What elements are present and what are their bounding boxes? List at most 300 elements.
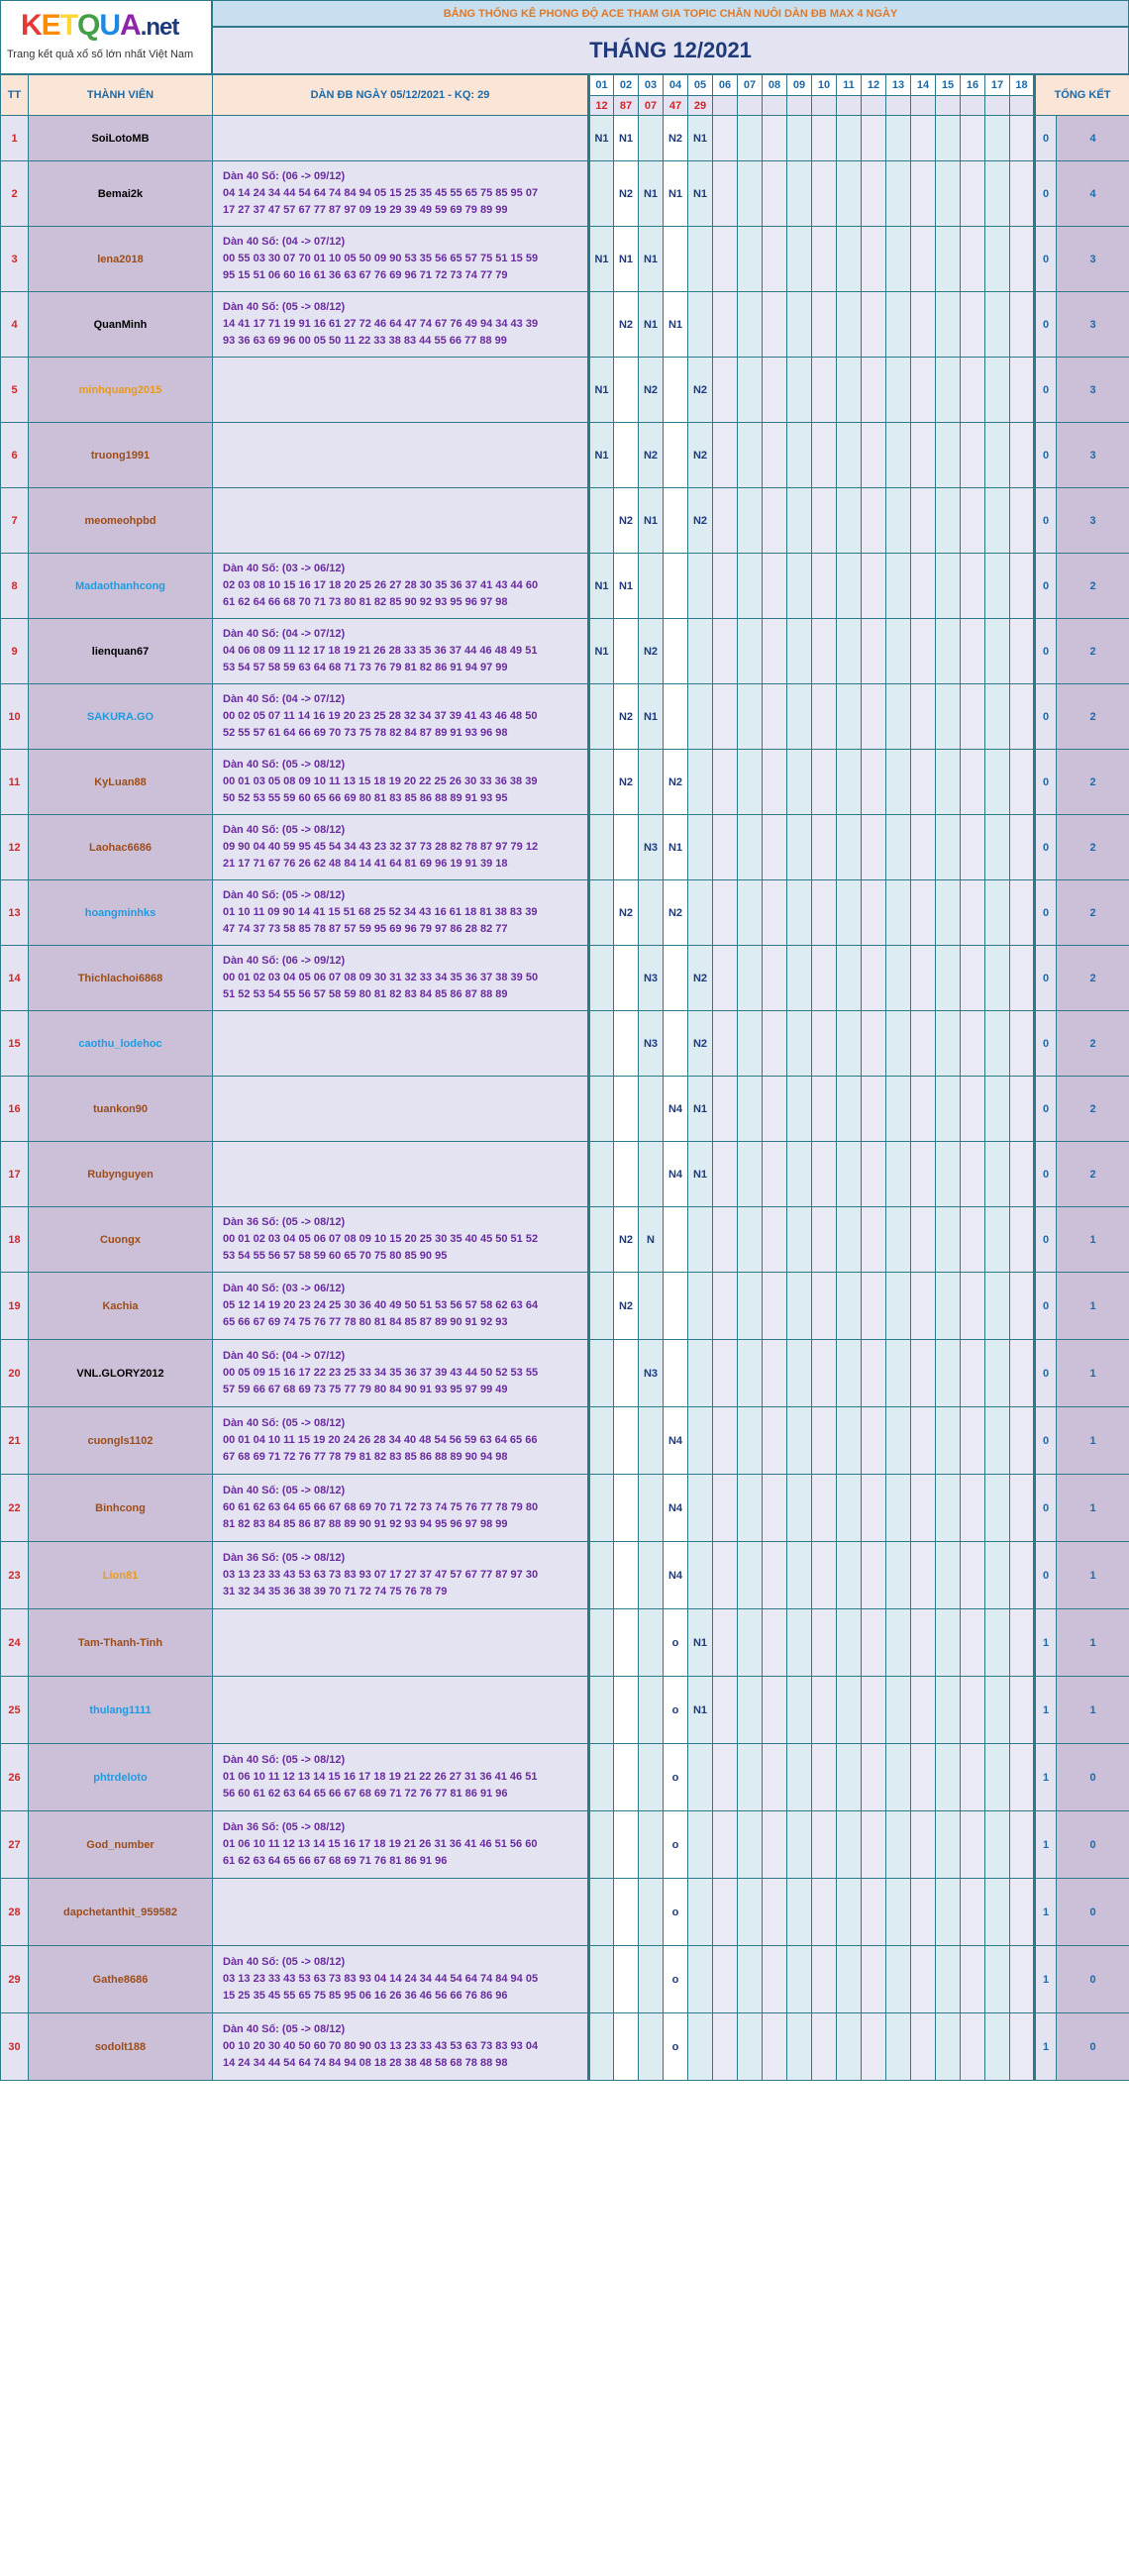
- score-a: 0: [1035, 1273, 1057, 1340]
- day-cell: N: [639, 1207, 664, 1273]
- day-cell: [985, 292, 1010, 358]
- day-cell: [936, 554, 961, 619]
- dan-title: Dàn 40 Số: (04 -> 07/12): [223, 693, 346, 705]
- day-cell: [812, 750, 837, 815]
- day-cell: [688, 2013, 713, 2081]
- day-cell: [985, 1077, 1010, 1142]
- score-a: 0: [1035, 423, 1057, 488]
- score-total: 2: [1057, 619, 1129, 684]
- day-cell: N2: [688, 946, 713, 1011]
- member-name[interactable]: tuankon90: [29, 1077, 213, 1142]
- day-cell: [812, 1677, 837, 1744]
- day-cell: [812, 1142, 837, 1207]
- day-cell: [1010, 1475, 1035, 1542]
- month-title: THÁNG 12/2021: [212, 27, 1129, 74]
- day-result: 87: [614, 96, 639, 116]
- day-cell: [1010, 1744, 1035, 1811]
- day-cell: N1: [639, 488, 664, 554]
- day-cell: [614, 1609, 639, 1677]
- day-cell: N3: [639, 1011, 664, 1077]
- day-cell: [837, 423, 862, 488]
- day-cell: [664, 1273, 688, 1340]
- day-cell: [985, 116, 1010, 161]
- day-cell: [713, 880, 738, 946]
- day-cell: [837, 684, 862, 750]
- dan-numbers: 50 52 53 55 59 60 65 66 69 80 81 83 85 86 88 89 91 93 95: [223, 792, 508, 804]
- dan-numbers: 81 82 83 84 85 86 87 88 89 90 91 92 93 94 95 96 97 98 99: [223, 1518, 508, 1530]
- day-cell: [862, 684, 886, 750]
- day-cell: [911, 1879, 936, 1946]
- day-cell: [713, 1475, 738, 1542]
- day-cell: [985, 1542, 1010, 1609]
- logo-letter: K: [21, 9, 42, 42]
- day-cell: [738, 488, 763, 554]
- day-cell: [936, 2013, 961, 2081]
- day-cell: [688, 554, 713, 619]
- day-cell: [886, 1273, 911, 1340]
- day-cell: N2: [664, 880, 688, 946]
- member-name[interactable]: God_number: [29, 1811, 213, 1879]
- day-cell: [862, 1207, 886, 1273]
- row-number: 8: [1, 554, 29, 619]
- day-result: [787, 96, 812, 116]
- day-cell: [886, 1340, 911, 1407]
- day-cell: [985, 815, 1010, 880]
- day-cell: [936, 358, 961, 423]
- day-cell: N2: [688, 488, 713, 554]
- table-row: [1, 1077, 1129, 1142]
- day-cell: [614, 1946, 639, 2013]
- score-a: 0: [1035, 1475, 1057, 1542]
- dan-numbers: 95 15 51 06 60 16 61 36 63 67 76 69 96 71 72 73 74 77 79: [223, 269, 508, 281]
- day-cell: [886, 1542, 911, 1609]
- row-number: 5: [1, 358, 29, 423]
- day-cell: [589, 1142, 614, 1207]
- dan-cell: [213, 554, 589, 619]
- member-name[interactable]: SoiLotoMB: [29, 116, 213, 161]
- day-cell: [985, 1407, 1010, 1475]
- day-cell: [763, 1142, 787, 1207]
- day-cell: [911, 1407, 936, 1475]
- day-cell: [936, 1811, 961, 1879]
- day-cell: [738, 554, 763, 619]
- member-name[interactable]: lienquan67: [29, 619, 213, 684]
- day-cell: [787, 2013, 812, 2081]
- day-cell: [862, 227, 886, 292]
- day-cell: [688, 1407, 713, 1475]
- day-cell: [763, 2013, 787, 2081]
- day-cell: [936, 1340, 961, 1407]
- row-number: 29: [1, 1946, 29, 2013]
- dan-numbers: 04 06 08 09 11 12 17 18 19 21 26 28 33 35 36 37 44 46 48 49 51: [223, 645, 538, 657]
- day-cell: [713, 1542, 738, 1609]
- day-cell: [1010, 1946, 1035, 2013]
- day-cell: [961, 1475, 985, 1542]
- day-cell: [837, 161, 862, 227]
- day-cell: [812, 1542, 837, 1609]
- table-row: [1, 1879, 1129, 1946]
- day-cell: [589, 1273, 614, 1340]
- day-cell: N4: [664, 1142, 688, 1207]
- table-row: [1, 619, 1129, 684]
- day-cell: [713, 815, 738, 880]
- day-cell: [589, 1407, 614, 1475]
- day-cell: [589, 1811, 614, 1879]
- member-name[interactable]: Bemai2k: [29, 161, 213, 227]
- day-cell: [812, 946, 837, 1011]
- member-name[interactable]: Laohac6686: [29, 815, 213, 880]
- day-result: [961, 96, 985, 116]
- member-name[interactable]: phtrdeloto: [29, 1744, 213, 1811]
- day-cell: [936, 815, 961, 880]
- table-row: [1, 554, 1129, 619]
- day-cell: o: [664, 1946, 688, 2013]
- day-result: [1010, 96, 1035, 116]
- day-cell: [787, 1811, 812, 1879]
- day-cell: [688, 1946, 713, 2013]
- day-cell: [812, 1811, 837, 1879]
- score-a: 0: [1035, 292, 1057, 358]
- day-cell: [936, 1475, 961, 1542]
- day-cell: [862, 1273, 886, 1340]
- day-cell: [961, 1542, 985, 1609]
- member-name[interactable]: VNL.GLORY2012: [29, 1340, 213, 1407]
- day-cell: [911, 1011, 936, 1077]
- day-cell: [936, 1273, 961, 1340]
- day-cell: [961, 1407, 985, 1475]
- member-name[interactable]: Binhcong: [29, 1475, 213, 1542]
- day-cell: N1: [639, 684, 664, 750]
- day-cell: [713, 1077, 738, 1142]
- dan-title: Dàn 40 Số: (04 -> 07/12): [223, 236, 346, 248]
- day-cell: [886, 488, 911, 554]
- day-cell: [961, 116, 985, 161]
- day-cell: [738, 1677, 763, 1744]
- day-cell: [911, 1609, 936, 1677]
- logo-letter: A: [120, 9, 141, 42]
- day-cell: [589, 292, 614, 358]
- day-result: [812, 96, 837, 116]
- member-name[interactable]: meomeohpbd: [29, 488, 213, 554]
- row-number: 9: [1, 619, 29, 684]
- day-cell: [1010, 1273, 1035, 1340]
- score-total: 1: [1057, 1475, 1129, 1542]
- day-cell: [936, 1077, 961, 1142]
- day-cell: [738, 1744, 763, 1811]
- score-a: 0: [1035, 227, 1057, 292]
- member-name[interactable]: Madaothanhcong: [29, 554, 213, 619]
- member-name[interactable]: truong1991: [29, 423, 213, 488]
- day-result: [911, 96, 936, 116]
- day-cell: [961, 750, 985, 815]
- day-cell: [936, 292, 961, 358]
- day-cell: [787, 815, 812, 880]
- day-cell: [886, 1207, 911, 1273]
- day-header: 01: [589, 75, 614, 96]
- day-cell: [961, 1011, 985, 1077]
- member-name[interactable]: Kachia: [29, 1273, 213, 1340]
- day-cell: [688, 1475, 713, 1542]
- day-cell: [589, 1207, 614, 1273]
- dan-numbers: 65 66 67 69 74 75 76 77 78 80 81 84 85 87 89 90 91 92 93: [223, 1316, 508, 1328]
- day-cell: [837, 1609, 862, 1677]
- day-cell: [787, 1011, 812, 1077]
- day-cell: [763, 554, 787, 619]
- logo-letter: U: [99, 9, 121, 42]
- day-cell: [589, 880, 614, 946]
- dan-numbers: 00 05 09 15 16 17 22 23 25 33 34 35 36 37 39 43 44 50 52 53 55: [223, 1367, 539, 1379]
- day-cell: [1010, 1542, 1035, 1609]
- day-cell: [837, 1744, 862, 1811]
- dan-numbers: 52 55 57 61 64 66 69 70 73 75 78 82 84 87 89 91 93 96 98: [223, 727, 508, 739]
- site-logo[interactable]: [0, 0, 212, 74]
- member-name[interactable]: Rubynguyen: [29, 1142, 213, 1207]
- row-number: 26: [1, 1744, 29, 1811]
- day-cell: [589, 2013, 614, 2081]
- day-cell: [862, 1011, 886, 1077]
- day-cell: [812, 1475, 837, 1542]
- member-name[interactable]: Tam-Thanh-Tinh: [29, 1609, 213, 1677]
- day-cell: [713, 292, 738, 358]
- day-cell: N4: [664, 1542, 688, 1609]
- day-cell: [738, 750, 763, 815]
- table-row: [1, 1011, 1129, 1077]
- member-name[interactable]: minhquang2015: [29, 358, 213, 423]
- member-name[interactable]: cuongls1102: [29, 1407, 213, 1475]
- day-cell: [837, 880, 862, 946]
- member-name[interactable]: thulang1111: [29, 1677, 213, 1744]
- day-cell: [738, 619, 763, 684]
- day-cell: [664, 227, 688, 292]
- day-cell: [886, 1475, 911, 1542]
- day-cell: [837, 1340, 862, 1407]
- day-cell: N3: [639, 815, 664, 880]
- day-cell: [763, 1744, 787, 1811]
- score-total: 3: [1057, 423, 1129, 488]
- day-cell: [812, 1273, 837, 1340]
- member-name[interactable]: Gathe8686: [29, 1946, 213, 2013]
- day-cell: [787, 1744, 812, 1811]
- day-cell: [911, 554, 936, 619]
- day-cell: [787, 1542, 812, 1609]
- day-cell: [911, 1273, 936, 1340]
- day-cell: [713, 1011, 738, 1077]
- day-cell: [738, 1946, 763, 2013]
- day-cell: [911, 1077, 936, 1142]
- dan-cell: [213, 1677, 589, 1744]
- day-cell: [837, 227, 862, 292]
- score-total: 2: [1057, 880, 1129, 946]
- day-cell: [589, 946, 614, 1011]
- day-cell: [688, 292, 713, 358]
- day-cell: [713, 1273, 738, 1340]
- day-cell: [911, 2013, 936, 2081]
- day-cell: N2: [688, 423, 713, 488]
- score-total: 0: [1057, 1946, 1129, 2013]
- dan-numbers: 31 32 34 35 36 38 39 70 71 72 74 75 76 78 79: [223, 1586, 448, 1597]
- day-cell: [763, 1542, 787, 1609]
- day-cell: [787, 1609, 812, 1677]
- day-header: 03: [639, 75, 664, 96]
- dan-cell: [213, 1407, 589, 1475]
- day-cell: [837, 1273, 862, 1340]
- row-number: 11: [1, 750, 29, 815]
- day-cell: [837, 1946, 862, 2013]
- day-cell: [589, 1609, 614, 1677]
- day-cell: N1: [688, 1077, 713, 1142]
- day-result: [738, 96, 763, 116]
- day-cell: [713, 619, 738, 684]
- day-cell: [936, 423, 961, 488]
- day-cell: [837, 750, 862, 815]
- day-cell: [639, 750, 664, 815]
- member-name[interactable]: Thichlachoi6868: [29, 946, 213, 1011]
- day-cell: [738, 815, 763, 880]
- table-row: [1, 880, 1129, 946]
- day-cell: [886, 815, 911, 880]
- day-cell: [812, 358, 837, 423]
- day-cell: [1010, 488, 1035, 554]
- day-cell: [614, 423, 639, 488]
- member-name[interactable]: sodolt188: [29, 2013, 213, 2081]
- table-row: [1, 1609, 1129, 1677]
- day-cell: [763, 684, 787, 750]
- dan-numbers: 00 02 05 07 11 14 16 19 20 23 25 28 32 34 37 39 41 43 46 48 50: [223, 710, 538, 722]
- day-cell: [713, 946, 738, 1011]
- day-cell: [862, 1677, 886, 1744]
- day-cell: [936, 1542, 961, 1609]
- score-total: 0: [1057, 2013, 1129, 2081]
- dan-numbers: 03 13 23 33 43 53 63 73 83 93 04 14 24 34 44 54 64 74 84 94 05: [223, 1973, 539, 1985]
- day-cell: N1: [614, 116, 639, 161]
- day-cell: [837, 1207, 862, 1273]
- day-cell: [763, 1946, 787, 2013]
- day-cell: [713, 1677, 738, 1744]
- dan-numbers: 01 06 10 11 12 13 14 15 16 17 18 19 21 26 31 36 41 46 51 56 60: [223, 1838, 538, 1850]
- day-cell: [936, 1609, 961, 1677]
- day-cell: [787, 946, 812, 1011]
- day-cell: [763, 1077, 787, 1142]
- member-name[interactable]: Cuongx: [29, 1207, 213, 1273]
- day-cell: [936, 684, 961, 750]
- score-a: 1: [1035, 1609, 1057, 1677]
- day-cell: [688, 227, 713, 292]
- dan-title: Dàn 40 Số: (05 -> 08/12): [223, 2023, 346, 2035]
- day-cell: [589, 750, 614, 815]
- dan-cell: [213, 1609, 589, 1677]
- col-header-dan: DÀN ĐB NGÀY 05/12/2021 - KQ: 29: [213, 75, 589, 116]
- day-cell: [911, 1542, 936, 1609]
- day-cell: [961, 358, 985, 423]
- day-cell: [862, 1744, 886, 1811]
- day-cell: [961, 423, 985, 488]
- score-total: 2: [1057, 946, 1129, 1011]
- member-name[interactable]: caothu_lodehoc: [29, 1011, 213, 1077]
- day-cell: [639, 1142, 664, 1207]
- day-header: 12: [862, 75, 886, 96]
- day-cell: [787, 1475, 812, 1542]
- member-name[interactable]: QuanMinh: [29, 292, 213, 358]
- day-cell: [886, 292, 911, 358]
- day-result: [886, 96, 911, 116]
- day-cell: [1010, 423, 1035, 488]
- logo-tagline: Trang kết quả xổ số lớn nhất Việt Nam: [7, 49, 194, 60]
- day-cell: N1: [614, 227, 639, 292]
- day-cell: [738, 1879, 763, 1946]
- score-a: 1: [1035, 2013, 1057, 2081]
- day-cell: [688, 1207, 713, 1273]
- day-cell: [985, 946, 1010, 1011]
- row-number: 17: [1, 1142, 29, 1207]
- day-cell: [961, 1744, 985, 1811]
- day-cell: [961, 946, 985, 1011]
- day-cell: [589, 1946, 614, 2013]
- score-a: 0: [1035, 116, 1057, 161]
- table-row: [1, 684, 1129, 750]
- day-cell: [886, 358, 911, 423]
- score-a: 0: [1035, 1207, 1057, 1273]
- day-cell: [911, 880, 936, 946]
- member-name[interactable]: hoangminhks: [29, 880, 213, 946]
- day-cell: o: [664, 1744, 688, 1811]
- day-cell: [961, 619, 985, 684]
- row-number: 28: [1, 1879, 29, 1946]
- score-a: 0: [1035, 946, 1057, 1011]
- dan-numbers: 01 10 11 09 90 14 41 15 51 68 25 52 34 43 16 61 18 81 38 83 39: [223, 906, 538, 918]
- day-cell: [961, 1340, 985, 1407]
- day-cell: [961, 161, 985, 227]
- dan-title: Dàn 40 Số: (05 -> 08/12): [223, 759, 346, 771]
- dan-title: Dàn 40 Số: (05 -> 08/12): [223, 1956, 346, 1968]
- day-cell: [639, 2013, 664, 2081]
- day-cell: [688, 815, 713, 880]
- member-name[interactable]: lena2018: [29, 227, 213, 292]
- day-cell: [614, 815, 639, 880]
- day-result: [713, 96, 738, 116]
- table-row: [1, 1142, 1129, 1207]
- dan-numbers: 67 68 69 71 72 76 77 78 79 81 82 83 85 86 88 89 90 94 98: [223, 1451, 508, 1463]
- member-name[interactable]: SAKURA.GO: [29, 684, 213, 750]
- day-cell: [688, 1273, 713, 1340]
- day-cell: [812, 292, 837, 358]
- day-cell: [639, 1609, 664, 1677]
- row-number: 13: [1, 880, 29, 946]
- day-cell: [837, 619, 862, 684]
- dan-numbers: 57 59 66 67 68 69 73 75 77 79 80 84 90 91 93 95 97 99 49: [223, 1384, 508, 1395]
- member-name[interactable]: Lion81: [29, 1542, 213, 1609]
- score-total: 4: [1057, 116, 1129, 161]
- dan-cell: [213, 750, 589, 815]
- score-total: 2: [1057, 554, 1129, 619]
- dan-numbers: 47 74 37 73 58 85 78 87 57 59 95 69 96 79 97 86 28 82 77: [223, 923, 508, 935]
- day-cell: [614, 1340, 639, 1407]
- table-row: [1, 358, 1129, 423]
- dan-cell: [213, 1142, 589, 1207]
- day-cell: [812, 2013, 837, 2081]
- day-cell: [589, 815, 614, 880]
- day-cell: [961, 1207, 985, 1273]
- day-cell: [886, 1407, 911, 1475]
- member-name[interactable]: KyLuan88: [29, 750, 213, 815]
- day-cell: [985, 750, 1010, 815]
- day-cell: [862, 161, 886, 227]
- day-cell: [713, 423, 738, 488]
- day-cell: [862, 815, 886, 880]
- member-name[interactable]: dapchetanthit_959582: [29, 1879, 213, 1946]
- day-cell: [961, 1077, 985, 1142]
- day-cell: [787, 227, 812, 292]
- day-cell: [787, 292, 812, 358]
